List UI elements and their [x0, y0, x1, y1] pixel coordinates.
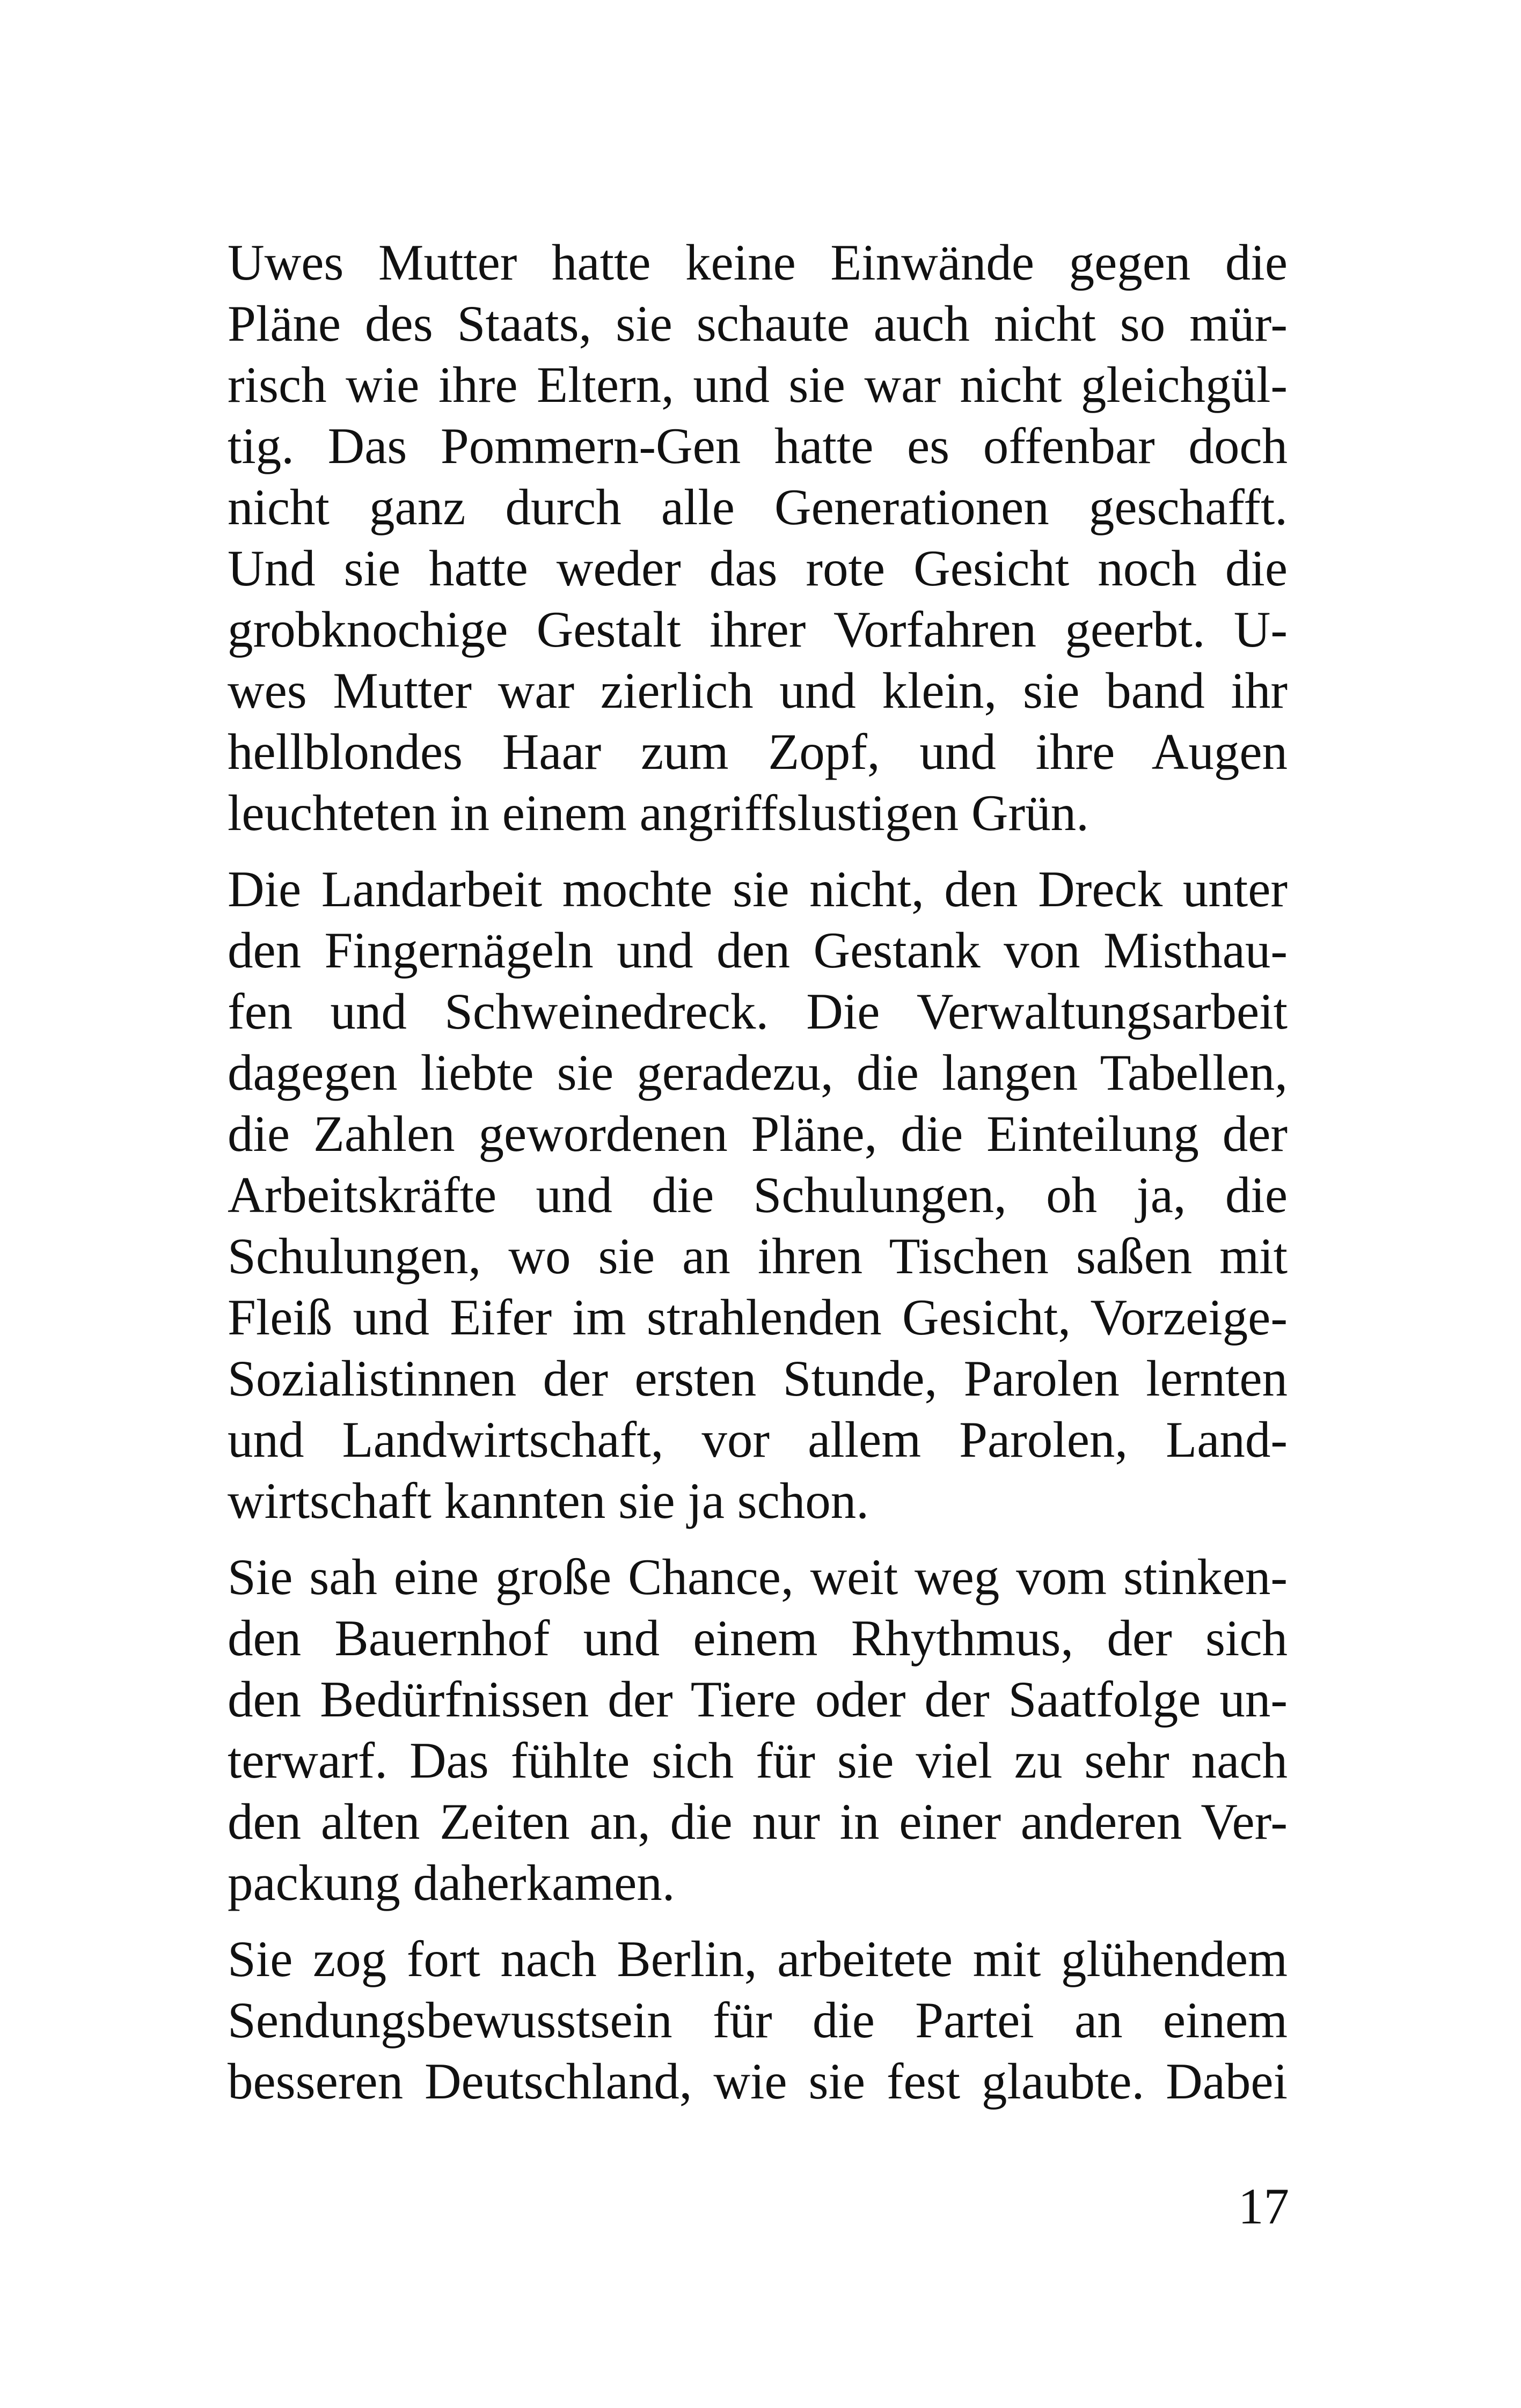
- text-line: wes Mutter war zierlich und klein, sie band ihr: [228, 662, 1288, 719]
- text-line: Fleiß und Eifer im strahlenden Gesicht, Vorzeige-: [228, 1289, 1288, 1346]
- text-line: und Landwirtschaft, vor allem Parolen, Land-: [228, 1411, 1288, 1468]
- page-number: 17: [1238, 2178, 1289, 2235]
- paragraph: [228, 232, 1288, 843]
- text-line: Und sie hatte weder das rote Gesicht noch die: [228, 540, 1288, 597]
- text-line: den alten Zeiten an, die nur in einer anderen Ver-: [228, 1793, 1288, 1850]
- body-text: [228, 232, 1288, 2127]
- text-line: Sie sah eine große Chance, weit weg vom stinken-: [228, 1548, 1288, 1605]
- paragraph: [228, 1928, 1288, 2112]
- text-line: Sozialistinnen der ersten Stunde, Parolen lernten: [228, 1350, 1288, 1407]
- text-line: Die Landarbeit mochte sie nicht, den Dreck unter: [228, 861, 1288, 917]
- text-line: grobknochige Gestalt ihrer Vorfahren geerbt. U-: [228, 601, 1288, 658]
- text-line: wirtschaft kannten sie ja schon.: [228, 1472, 869, 1529]
- text-line: dagegen liebte sie geradezu, die langen Tabellen,: [228, 1044, 1288, 1101]
- text-line: Schulungen, wo sie an ihren Tischen saßen mit: [228, 1228, 1288, 1284]
- paragraph: [228, 858, 1288, 1531]
- paragraph: [228, 1546, 1288, 1913]
- text-line: hellblondes Haar zum Zopf, und ihre Augen: [228, 723, 1288, 780]
- text-line: terwarf. Das fühlte sich für sie viel zu sehr nach: [228, 1732, 1288, 1789]
- text-line: Sendungsbewusstsein für die Partei an einem: [228, 1992, 1288, 2049]
- text-line: besseren Deutschland, wie sie fest glaubte. Dabei: [228, 2053, 1288, 2110]
- text-line: den Bauernhof und einem Rhythmus, der sich: [228, 1610, 1288, 1666]
- text-line: leuchteten in einem angriffslustigen Grün.: [228, 784, 1089, 841]
- text-line: Pläne des Staats, sie schaute auch nicht so mür-: [228, 295, 1288, 352]
- text-line: den Fingernägeln und den Gestank von Misthau-: [228, 922, 1288, 979]
- text-line: risch wie ihre Eltern, und sie war nicht gleichgül-: [228, 356, 1288, 413]
- text-line: tig. Das Pommern-Gen hatte es offenbar doch: [228, 417, 1288, 474]
- text-line: die Zahlen gewordenen Pläne, die Einteilung der: [228, 1105, 1288, 1162]
- text-line: den Bedürfnissen der Tiere oder der Saatfolge un-: [228, 1671, 1288, 1728]
- text-line: Arbeitskräfte und die Schulungen, oh ja, die: [228, 1166, 1288, 1223]
- text-line: Uwes Mutter hatte keine Einwände gegen die: [228, 234, 1288, 291]
- text-line: nicht ganz durch alle Generationen geschafft.: [228, 479, 1288, 535]
- text-line: Sie zog fort nach Berlin, arbeitete mit glühendem: [228, 1930, 1288, 1987]
- text-line: fen und Schweinedreck. Die Verwaltungsarbeit: [228, 983, 1288, 1040]
- text-line: packung daherkamen.: [228, 1854, 675, 1911]
